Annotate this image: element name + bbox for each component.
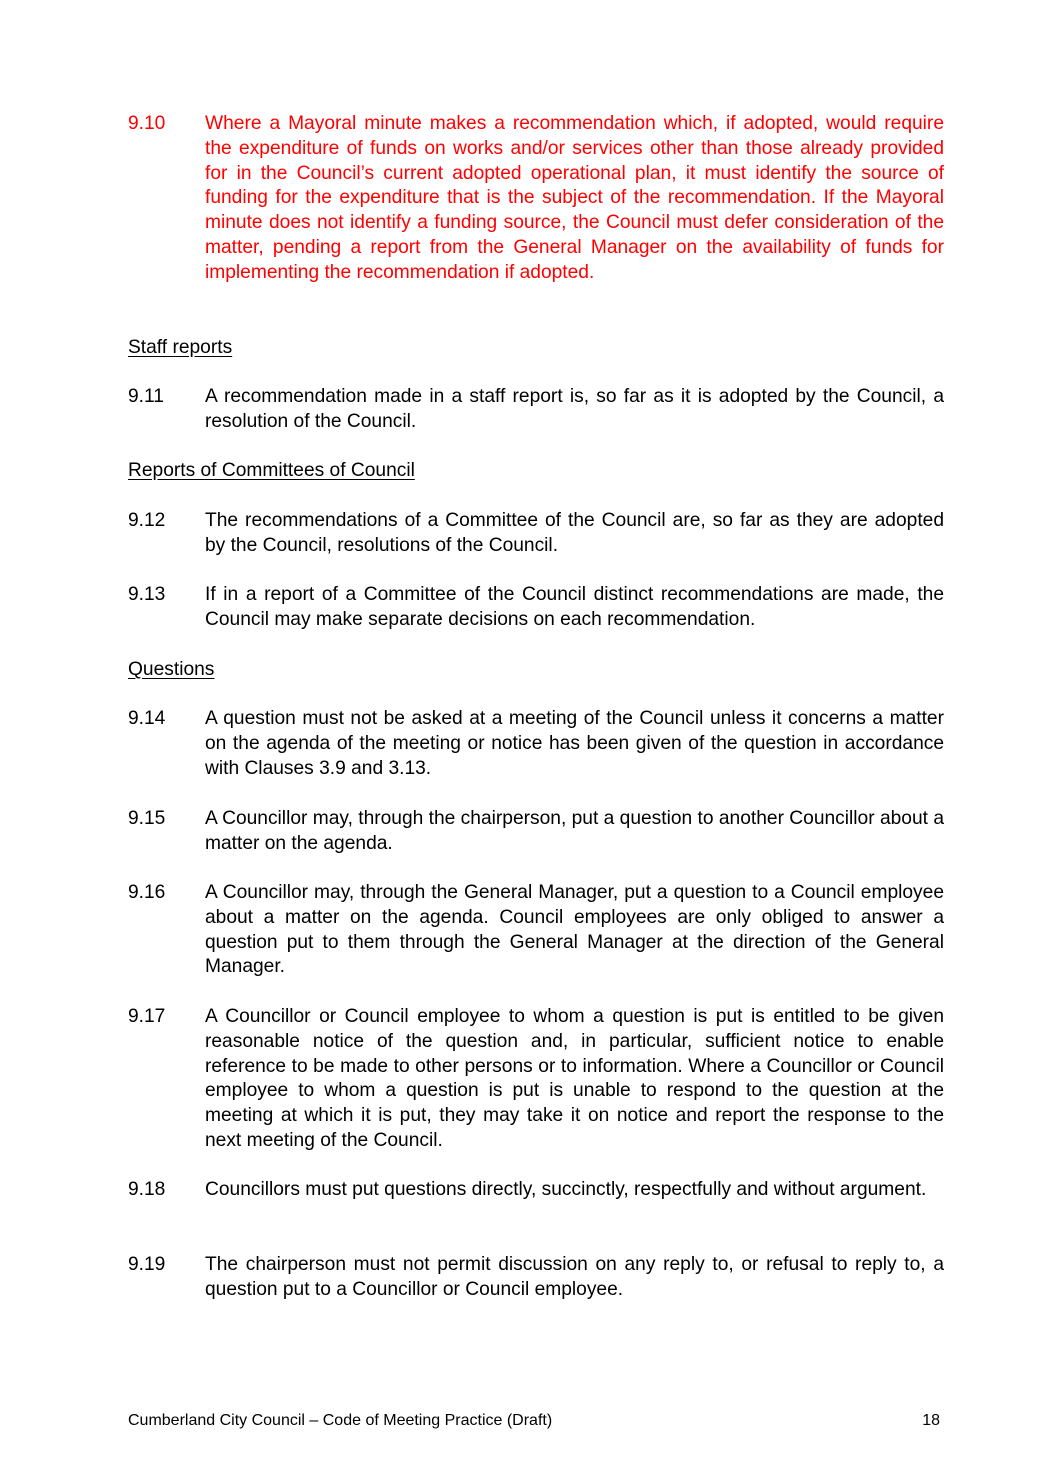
clause-number: 9.19 (128, 1254, 166, 1275)
clause-number: 9.15 (128, 808, 166, 829)
clause-9-15 (128, 807, 944, 857)
clause-9-12 (128, 509, 944, 559)
clause-number: 9.11 (128, 386, 164, 407)
clause-number: 9.13 (128, 584, 166, 605)
heading-committee-reports: Reports of Committees of Council (128, 460, 415, 481)
clause-9-11 (128, 385, 944, 435)
clause-9-17 (128, 1005, 944, 1154)
clause-9-18 (128, 1178, 944, 1203)
clause-text: If in a report of a Committee of the Council distinct recommendations are made, the Council may make separate decisions on each recommendation. (205, 584, 944, 630)
clause-text: The recommendations of a Committee of the Council are, so far as they are adopted by the Council, resolutions of the Council. (205, 510, 944, 556)
clause-number: 9.10 (128, 113, 166, 134)
clause-9-14 (128, 707, 944, 781)
page-number: 18 (922, 1412, 940, 1429)
clause-text: A question must not be asked at a meeting of the Council unless it concerns a matter on the agenda of the meeting or notice has been given of the question in accordance with Clauses 3.9 and 3.13. (205, 708, 944, 779)
clause-text: The chairperson must not permit discussion on any reply to, or refusal to reply to, a question put to a Councillor or Council employee. (205, 1254, 944, 1300)
clause-number: 9.12 (128, 510, 166, 531)
clause-9-19 (128, 1253, 944, 1303)
clause-number: 9.18 (128, 1179, 166, 1200)
clause-9-16 (128, 881, 944, 980)
clause-text: A Councillor or Council employee to whom a question is put is entitled to be given reasonable notice of the question and, in particular, sufficient notice to enable reference to be made to other persons or to information. Where a Councillor or Council employee to whom a question is put is unable to respond to the question at the meeting at which it is put, they may take it on notice and report the response to the next meeting of the Council. (205, 1006, 944, 1151)
clause-number: 9.16 (128, 882, 166, 903)
clause-9-13 (128, 583, 944, 633)
clause-number: 9.17 (128, 1006, 166, 1027)
clause-number: 9.14 (128, 708, 166, 729)
clause-text: Where a Mayoral minute makes a recommendation which, if adopted, would require the expenditure of funds on works and/or services other than those already provided for in the Council’s current adopted operational plan, it must identify the source of funding for the expenditure that is the subject of the recommendation. If the Mayoral minute does not identify a funding source, the Council must defer consideration of the matter, pending a report from the General Manager on the availability of funds for implementing the recommendation if adopted. (205, 113, 944, 283)
clause-text: A Councillor may, through the chairperson, put a question to another Councillor about a matter on the agenda. (205, 808, 944, 854)
clause-9-10 (128, 112, 944, 286)
clause-text: A Councillor may, through the General Manager, put a question to a Council employee about a matter on the agenda. Council employees are only obliged to answer a question put to them through the General Manager at the direction of the General Manager. (205, 882, 944, 978)
clause-text: A recommendation made in a staff report is, so far as it is adopted by the Council, a resolution of the Council. (205, 386, 944, 432)
page-footer (128, 1411, 940, 1431)
clause-text: Councillors must put questions directly, succinctly, respectfully and without argument. (205, 1179, 927, 1200)
heading-questions: Questions (128, 659, 215, 680)
heading-staff-reports: Staff reports (128, 337, 233, 358)
footer-title: Cumberland City Council – Code of Meeting Practice (Draft) (128, 1412, 553, 1429)
